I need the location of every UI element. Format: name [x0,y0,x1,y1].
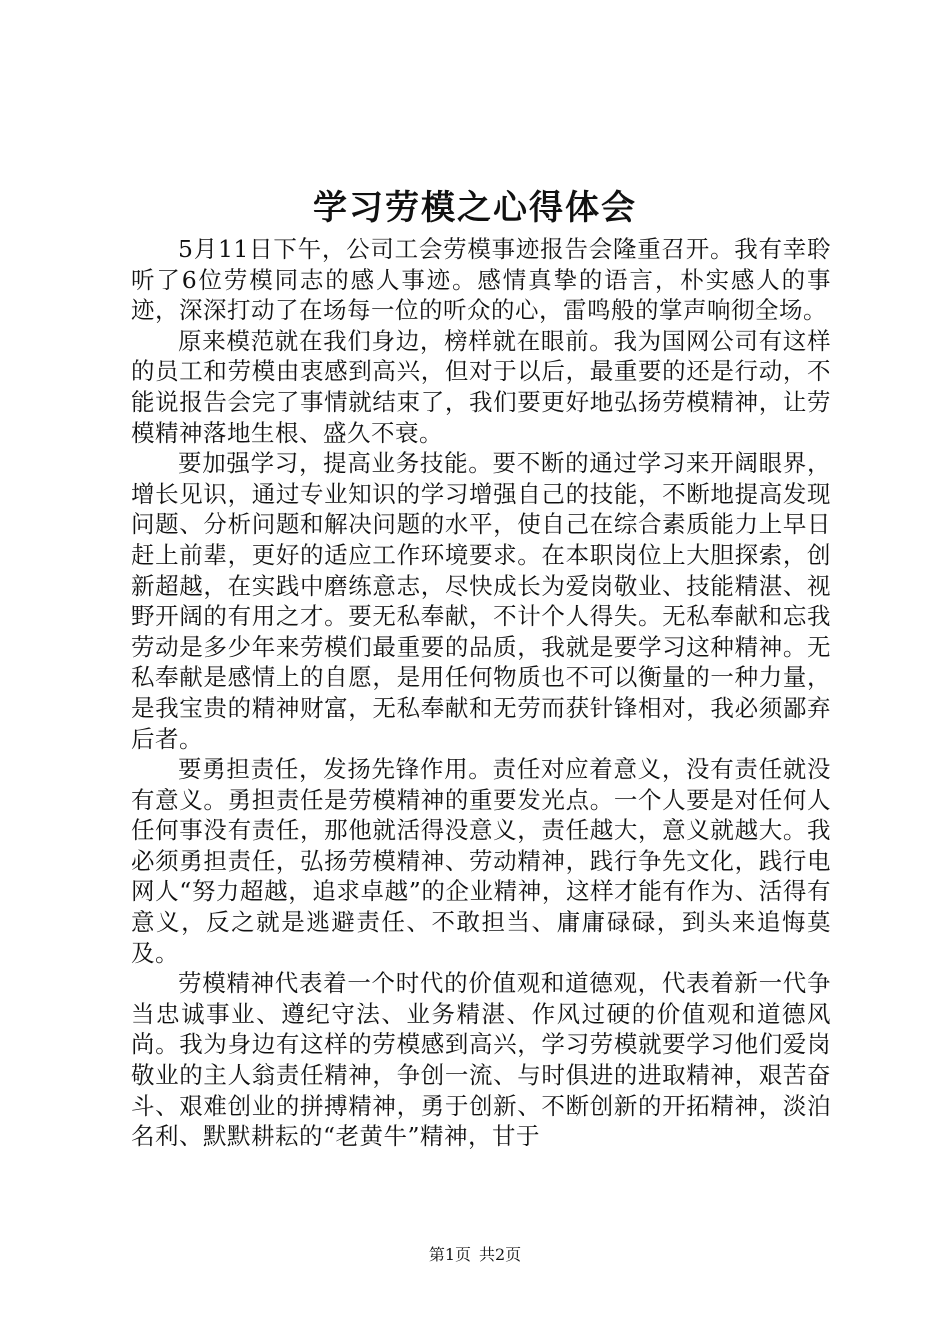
page-footer [0,1244,950,1266]
document-body [131,234,831,1152]
paragraph: 原来模范就在我们身边，榜样就在眼前。我为国网公司有这样的员工和劳模由衷感到高兴，但对于以后，最重要的还是行动，不能说报告会完了事情就结束了，我们要更好地弘扬劳模精神，让劳模精神落地生根、盛久不衰。 [131,326,831,447]
paragraph: 要勇担责任，发扬先锋作用。责任对应着意义，没有责任就没有意义。勇担责任是劳模精神的重要发光点。一个人要是对任何人任何事没有责任，那他就活得没意义，责任越大，意义就越大。我必须勇担责任，弘扬劳模精神、劳动精神，践行争先文化，践行电网人“努力超越，追求卓越”的企业精神，这样才能有作为、活得有意义，反之就是逃避责任、不敢担当、庸庸碌碌，到头来追悔莫及。 [131,755,831,967]
document-title: 学习劳模之心得体会 [313,188,637,228]
page-total: 共2页 [479,1245,522,1264]
page-number: 第1页 [428,1245,471,1264]
paragraph: 要加强学习，提高业务技能。要不断的通过学习来开阔眼界，增长见识，通过专业知识的学习增强自己的技能，不断地提高发现问题、分析问题和解决问题的水平，使自己在综合素质能力上早日赶上前辈，更好的适应工作环境要求。在本职岗位上大胆探索，创新超越，在实践中磨练意志，尽快成长为爱岗敬业、技能精湛、视野开阔的有用之才。要无私奉献，不计个人得失。无私奉献和忘我劳动是多少年来劳模们最重要的品质，我就是要学习这种精神。无私奉献是感情上的自愿，是用任何物质也不可以衡量的一种力量，是我宝贵的精神财富，无私奉献和无劳而获针锋相对，我必须鄙弃后者。 [131,449,831,753]
paragraph: 5月11日下午，公司工会劳模事迹报告会隆重召开。我有幸聆听了6位劳模同志的感人事迹。感情真挚的语言，朴实感人的事迹，深深打动了在场每一位的听众的心，雷鸣般的掌声响彻全场。 [131,235,831,325]
paragraph: 劳模精神代表着一个时代的价值观和道德观，代表着新一代争当忠诚事业、遵纪守法、业务精湛、作风过硬的价值观和道德风尚。我为身边有这样的劳模感到高兴，学习劳模就要学习他们爱岗敬业的主人翁责任精神，争创一流、与时俱进的进取精神，艰苦奋斗、艰难创业的拼搏精神，勇于创新、不断创新的开拓精神，淡泊名利、默默耕耘的“老黄牛”精神，甘于 [131,969,831,1151]
